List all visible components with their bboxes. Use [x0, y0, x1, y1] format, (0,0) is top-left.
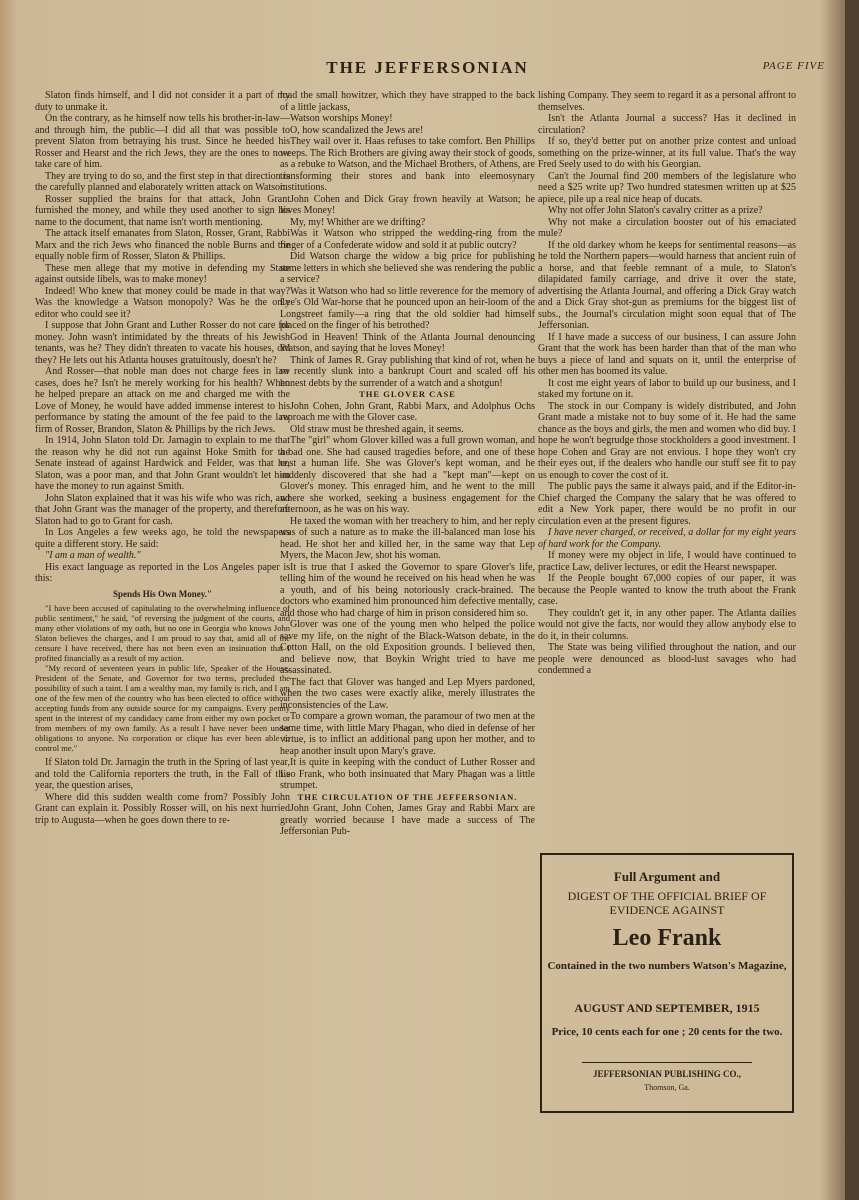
ad-issue: AUGUST AND SEPTEMBER, 1915 [574, 1001, 760, 1015]
paragraph: Did Watson charge the widow a big price for publishing some letters in which she believed she was rendering the public a service? [280, 251, 535, 285]
paragraph: I suppose that John Grant and Luther Rosser do not care for money. John wasn't intimidated by the threats of his Jewish tenants, was he? They didn't threaten to vacate his houses, did they? He lets out his Atlanta houses gratuitously, doesn't he? [35, 320, 290, 366]
column-left [35, 90, 290, 826]
paragraph: It is true that I asked the Governor to spare Glover's life, telling him of the wound he received on his head when he was a youth, and of his being notoriously crack-brained. The doctors who examined him pronounced him defective mentally, and those who had charge of him in prison considered him so. [280, 561, 535, 619]
paragraph: They wail over it. Haas refuses to take comfort. Ben Phillips weeps. The Rich Brothers are giving away their stock of goods, as a rebuke to Watson, and the Michael Brothers, of Athens, are transforming their stores and bank into eleemosynary institutions. [280, 136, 535, 193]
paragraph: In 1914, John Slaton told Dr. Jarnagin to explain to me that the reason why he did not run against Hoke Smith for the Senate instead of against Hardwick and Felder, was that he, Slaton, was a poor man, and that John Grant wouldn't let him have the money to run against Smith. [35, 435, 290, 492]
column-middle [280, 90, 535, 838]
paragraph: If money were my object in life, I would have continued to practice Law, deliver lectures, or edit the Hearst newspaper. [538, 550, 796, 573]
masthead-title: THE JEFFERSONIAN [326, 58, 529, 77]
section-heading-glover-case: THE GLOVER CASE [359, 389, 456, 399]
paragraph: These men allege that my motive in defending my State against outside libels, was to make money! [35, 262, 290, 285]
ad-line: DIGEST OF THE OFFICIAL BRIEF OF EVIDENCE AGAINST [567, 889, 767, 917]
paragraph: The attack itself emanates from Slaton, Rosser, Grant, Rabbi Marx and the rich Jews who financed the noble Burns and the equally noble firm of Rosser, Slaton & Phillips. [35, 228, 290, 262]
page-header [20, 58, 835, 84]
paragraph: O, how scandalized the Jews are! [290, 124, 424, 136]
paragraph: It is quite in keeping with the conduct of Luther Rosser and Leo Frank, who both insinuated that Mary Phagan was a little strumpet. [280, 757, 535, 791]
paragraph: The stock in our Company is widely distributed, and John Grant made a mistake not to buy some of it. He had the same chance as the boys and girls, the men and women who did buy. I hope he won't begrudge those stockholders a good investment. I hope Cohen and Gray are not envious. I hope they won't cry their eyes out, if the dealers who handle our stuff see fit to pay us enough to cover the cost of it. [538, 400, 796, 481]
paragraph: John Slaton explained that it was his wife who was rich, and that John Grant was the manager of the property, and therefore Slaton had to go to Grant for cash. [35, 492, 290, 527]
paragraph: Think of James R. Gray publishing that kind of rot, when he so recently slunk into a bankrupt Court and scaled off his honest debts by the surrender of a watch and a shotgun! [280, 354, 535, 389]
ad-headline: Leo Frank [612, 925, 722, 951]
paragraph: Why not make a circulation booster out of his emaciated mule? [538, 216, 796, 239]
paragraph: His exact language as reported in the Los Angeles paper is this: [35, 561, 290, 584]
paragraph: John Grant, John Cohen, James Gray and Rabbi Marx are greatly worried because I have made a success of The Jeffersonian Pub- [280, 803, 535, 837]
paragraph: To compare a grown woman, the paramour of two men at the same time, with little Mary Phagan, who died in defense of her virtue, is to inflict an additional pang upon her mother, and to heap another insult upon Mary's grave. [280, 711, 535, 757]
paragraph: If the People bought 67,000 copies of our paper, it was because the People wanted to know the truth about the Frank case. [538, 573, 796, 607]
paragraph: If the old darkey whom he keeps for sentimental reasons—as he told the Northern papers—would harness that ancient ruin of a horse, and that feeble remnant of a mule, to Slaton's dilapidated family carriage, and drive it over the state, advertising the Atlanta Journal, and offering a Dick Gray watch and a Dick Gray shot-gun as premiums for the biggest list of subs., the Journal's circulation might soon equal that of The Jeffersonian. [538, 239, 796, 331]
paragraph: Isn't the Atlanta Journal a success? Has it declined in circulation? [538, 113, 796, 136]
quote-heading: Spends His Own Money." [112, 588, 213, 599]
paragraph: If so, they'd better put on another prize contest and unload something on the prize-winner, at its full value. That's the way Fred Seely used to do with his Georgian. [538, 136, 796, 170]
paragraph: Watson worships Money! [290, 113, 393, 124]
paragraph: Slaton finds himself, and I did not consider it a part of my duty to unmake it. [35, 90, 290, 113]
paragraph: The "girl" whom Glover killed was a full grown woman, and a bad one. She had caused tragedies before, and one of these cost a human life. She was Glover's kept woman, and he suddenly discovered that she had a "kept man"—kept on Glover's money. This enraged him, and he went to the mill where she worked, seeking a business engagement for the afternoon, as he was on his way. [280, 435, 535, 515]
paragraph: On the contrary, as he himself now tells his brother-in-law—and through him, the public—I did all that was possible to prevent Slaton from betraying his trust. Since he heeded his Rosser and Hearst and the rich Jews, they are the ones to now take care of him. [35, 113, 290, 170]
paragraph: I have never charged, or received, a dollar for my eight years of hard work for the Company. [538, 527, 796, 550]
paragraph: In Los Angeles a few weeks ago, he told the newspapers quite a different story. He said: [35, 527, 290, 550]
ad-line: Contained in the two numbers Watson's Magazine, [547, 960, 787, 972]
paragraph: The public pays the same it always paid, and if the Editor-in-Chief charged the Company the salary that he was offered to edit a New York paper, there would be no profit in our circulation even at the present figures. [538, 481, 796, 527]
page-number: PAGE FIVE [762, 60, 825, 72]
binding-spine [845, 0, 859, 1200]
paragraph: Indeed! Who knew that money could be made in that way? Was the knowledge a Watson monopoly? Was he the only editor who could see it? [35, 285, 290, 320]
paragraph: If I have made a success of our business, I can assure John Grant that the work has been harder than that of the man who buys a piece of land and squats on it, until the enterprise of other men has boomed its value. [538, 331, 796, 377]
ad-publisher: JEFFERSONIAN PUBLISHING CO., [592, 1069, 742, 1079]
paragraph: "I am a man of wealth." [45, 550, 141, 561]
ad-divider [582, 1062, 752, 1063]
advertisement-box [540, 853, 794, 1113]
quote-paragraph: "I have been accused of capitulating to the overwhelming influence of public sentiment," he said, "of reversing the judgment of the courts, and many other violations of my oath, but no one in Georgia who knows John Slaton believes the charges, and I am proud to say that, amid all of the censure I have received, there has not been even an insinuation that I profited financially as a result of my action. [35, 603, 290, 663]
paragraph: They couldn't get it, in any other paper. The Atlanta dailies would not give the facts, nor would they allow anybody else to do it, in their columns. [538, 607, 796, 642]
paragraph: Rosser supplied the brains for that attack, John Grant furnished the money, and while they used another to sign his name to the document, that name isn't worth mentioning. [35, 193, 290, 228]
paragraph: And Rosser—that noble man does not charge fees in law cases, does he? Isn't he merely working for his health? When he helped prepare an attack on me and charged me with the Love of Money, he would have added immense interest to his performance by stating the amount of the fee paid to the law firm of Rosser, Brandon, Slaton & Phillips by the rich Jews. [35, 366, 290, 435]
paragraph: Where did this sudden wealth come from? Possibly John Grant can explain it. Possibly Rosser will, on his next hurried trip to Augusta—when he goes down there to re- [35, 791, 290, 826]
paragraph: If Slaton told Dr. Jarnagin the truth in the Spring of last year, and told the California reporters the truth, in the Fall of this year, the question arises, [35, 757, 290, 791]
paragraph: lishing Company. They seem to regard it as a personal affront to themselves. [538, 90, 796, 113]
ad-price: Price, 10 cents each for one ; 20 cents for the two. [551, 1026, 783, 1038]
ad-line: Full Argument and [613, 869, 721, 884]
paragraph: He taxed the woman with her treachery to him, and her reply was of such a nature as to make the ill-balanced man lose his head. He shot her and killed her, in the same way that Lep Myers, the Macon Jew, shot his woman. [280, 515, 535, 561]
paragraph: John Cohen and Dick Gray frown heavily at Watson; he loves Money! [280, 193, 535, 216]
paragraph: The fact that Glover was hanged and Lep Myers pardoned, when the two cases were exactly alike, merely illustrates the inconsistencies of the Law. [280, 676, 535, 711]
paragraph: The State was being vilified throughout the nation, and our people were denounced as blood-lust savages who had condemned a [538, 642, 796, 676]
paragraph: Was it Watson who had so little reverence for the memory of Lee's Old War-horse that he pounced upon an heir-loom of the Longstreet family—a ring that the old soldier had himself placed on the finger of his betrothed? [280, 285, 535, 331]
column-right [538, 90, 796, 677]
paragraph: Can't the Journal find 200 members of the legislature who need a $25 write up? Two hundred statesmen written up at $25 apiece, pile up a real nice heap of ducats. [538, 170, 796, 205]
paragraph: Glover was one of the young men who helped the police save my life, on the night of the Black-Watson debate, in the Cotton Hall, on the old Exposition grounds. I believed then, and believe now, that Boykin Wright tried to have me assassinated. [280, 619, 535, 676]
paragraph: My, my! Whither are we drifting? [290, 216, 426, 228]
paragraph: It cost me eight years of labor to build up our business, and I staked my fortune on it. [538, 377, 796, 400]
paragraph: Was it Watson who stripped the wedding-ring from the finger of a Confederate widow and sold it at public outcry? [280, 228, 535, 251]
paragraph: load the small howitzer, which they have strapped to the back of a little jackass, [280, 90, 535, 113]
paragraph: God in Heaven! Think of the Atlanta Journal denouncing Watson, and saying that he loves Money! [280, 331, 535, 354]
paragraph: John Cohen, John Grant, Rabbi Marx, and Adolphus Ochs reproach me with the Glover case. [280, 400, 535, 423]
quote-paragraph: "My record of seventeen years in public life, Speaker of the House, President of the Senate, and Governor for two terms, precluded the possibility of such a taint. I am a wealthy man, my family is rich, and I am one of the few men of the country who has been elected to office without accepting funds from any outside source for my campaigns. Every penny spent in the interest of my candidacy came from either my own pocket or from members of my own family. As a result I have never been under obligations to anyone. No corporation or clique has ever been able to control me." [35, 663, 290, 753]
paragraph: Why not offer John Slaton's cavalry critter as a prize? [548, 205, 763, 216]
paragraph: They are trying to do so, and the first step in that direction is the carefully planned and elaborately written attack on Watson. [35, 170, 290, 193]
paragraph: Old straw must be threshed again, it seems. [290, 423, 464, 435]
section-heading-circulation: THE CIRCULATION OF THE JEFFERSONIAN. [297, 791, 518, 802]
ad-location: Thomson, Ga. [644, 1083, 690, 1092]
